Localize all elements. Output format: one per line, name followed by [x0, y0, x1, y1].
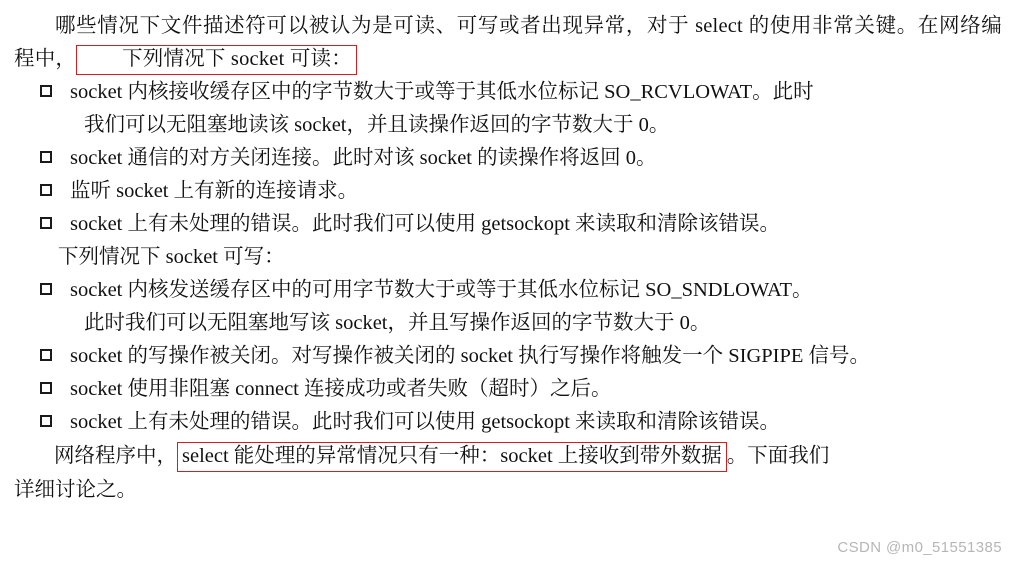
closing-lead: 网络程序中， — [54, 445, 177, 467]
intro-text: 哪些情况下文件描述符可以被认为是可读、可写或者出现异常，对于 select 的使用非常关键。在网络编程中， — [14, 15, 1002, 70]
intro-paragraph — [14, 10, 1002, 76]
highlight-box-readable: 下列情况下 socket 可读： — [76, 45, 357, 75]
square-bullet-icon — [40, 217, 52, 229]
list-item — [36, 373, 1002, 406]
list-item-sub: 我们可以无阻塞地读该 socket，并且读操作返回的字节数大于 0。 — [84, 114, 670, 136]
watermark-text: CSDN @m0_51551385 — [837, 539, 1002, 556]
list-item-main: socket 上有未处理的错误。此时我们可以使用 getsockopt 来读取和清除该错误。 — [70, 213, 781, 235]
writable-conditions-list — [14, 274, 1002, 439]
list-item — [36, 208, 1002, 241]
list-item-main: socket 内核接收缓存区中的字节数大于或等于其低水位标记 SO_RCVLOWAT。此时 — [70, 81, 814, 103]
highlight-box-exception: select 能处理的异常情况只有一种：socket 上接收到带外数据 — [177, 442, 727, 472]
list-item-main: 监听 socket 上有新的连接请求。 — [70, 180, 359, 202]
closing-tail: 。下面我们 — [726, 445, 830, 467]
list-item-main: socket 的写操作被关闭。对写操作被关闭的 socket 执行写操作将触发一个 SIGPIPE 信号。 — [70, 345, 871, 367]
square-bullet-icon — [40, 382, 52, 394]
list-item — [36, 274, 1002, 340]
list-item-main: socket 使用非阻塞 connect 连接成功或者失败（超时）之后。 — [70, 378, 612, 400]
list-item — [36, 340, 1002, 373]
square-bullet-icon — [40, 184, 52, 196]
list-item-main: socket 内核发送缓存区中的可用字节数大于或等于其低水位标记 SO_SNDLOWAT。 — [70, 279, 813, 301]
square-bullet-icon — [40, 85, 52, 97]
list-item — [36, 142, 1002, 175]
square-bullet-icon — [40, 415, 52, 427]
closing-line2: 详细讨论之。 — [14, 479, 137, 501]
list-item-main: socket 上有未处理的错误。此时我们可以使用 getsockopt 来读取和清除该错误。 — [70, 411, 781, 433]
square-bullet-icon — [40, 151, 52, 163]
list-item — [36, 175, 1002, 208]
list-item — [36, 76, 1002, 142]
list-item — [36, 406, 1002, 439]
closing-paragraph — [14, 439, 1002, 507]
writable-heading: 下列情况下 socket 可写： — [58, 246, 285, 268]
square-bullet-icon — [40, 349, 52, 361]
list-item-main: socket 通信的对方关闭连接。此时对该 socket 的读操作将返回 0。 — [70, 147, 657, 169]
readable-conditions-list — [14, 76, 1002, 241]
square-bullet-icon — [40, 283, 52, 295]
list-item-sub: 此时我们可以无阻塞地写该 socket，并且写操作返回的字节数大于 0。 — [84, 312, 711, 334]
